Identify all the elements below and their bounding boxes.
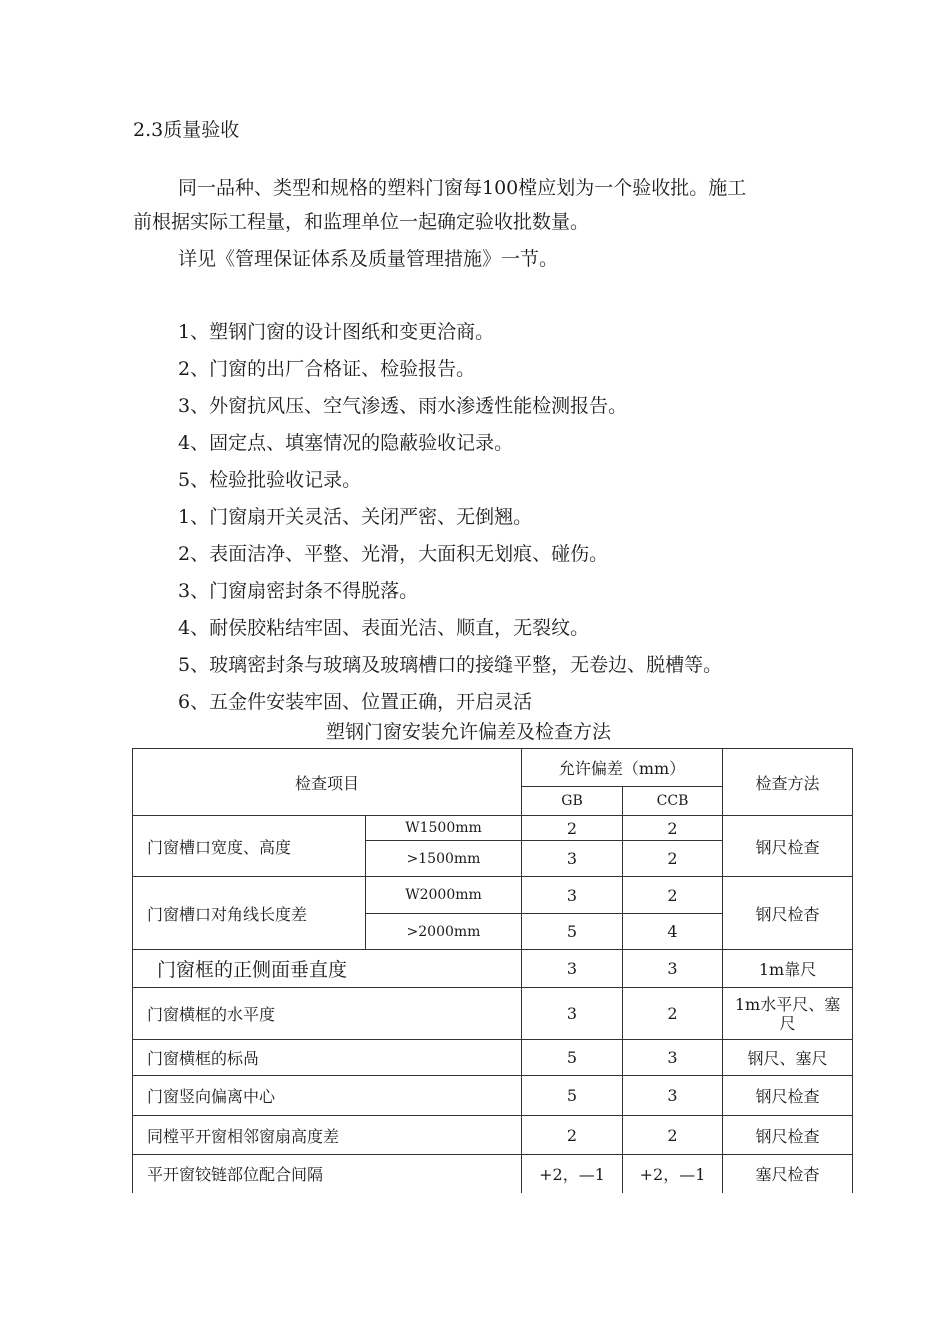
row-method: 钢尺、塞尺: [723, 1040, 853, 1076]
row-ccb: 3: [623, 1076, 723, 1116]
row-ccb: 3: [623, 950, 723, 988]
list-item: 6、五金件安装牢固、位置正确，开启灵活: [178, 691, 533, 713]
row-ccb: 2: [623, 816, 723, 841]
row-item: 门窗槽口对角线长度差: [133, 877, 366, 950]
row-gb: 3: [522, 988, 623, 1040]
row-item: 同樘平开窗相邻窗扇高度差: [133, 1116, 522, 1155]
table-row: [133, 988, 853, 1040]
row-gb: 5: [522, 914, 623, 950]
tolerance-table: [132, 748, 853, 1193]
list-item: 5、检验批验收记录。: [178, 469, 362, 491]
table-row: [133, 1076, 853, 1116]
header-ccb: CCB: [623, 787, 723, 816]
row-ccb: 4: [623, 914, 723, 950]
row-subitem: >2000mm: [366, 914, 522, 950]
header-tolerance: 允许偏差（mm）: [522, 749, 723, 787]
list-item: 2、门窗的出厂合格证、检验报告。: [178, 358, 476, 380]
header-method: 检查方法: [723, 749, 853, 816]
row-ccb: 2: [623, 841, 723, 877]
list-item: 1、塑钢门窗的设计图纸和变更洽商。: [178, 321, 495, 343]
table-row: [133, 1116, 853, 1155]
list-item: 5、玻璃密封条与玻璃及玻璃槽口的接缝平整，无卷边、脱槽等。: [178, 654, 723, 676]
section-heading: 2.3质量验收: [133, 119, 240, 141]
row-method: 1m水平尺、塞尺: [723, 988, 853, 1040]
table-row: [133, 950, 853, 988]
row-item: 门窗竖向偏离中心: [133, 1076, 522, 1116]
row-gb: 2: [522, 1116, 623, 1155]
header-gb: GB: [522, 787, 623, 816]
row-gb: 3: [522, 950, 623, 988]
row-method: 钢尺检查: [723, 816, 853, 877]
table-row: [133, 1155, 853, 1193]
row-ccb: 2: [623, 988, 723, 1040]
row-method: 钢尺检查: [723, 1116, 853, 1155]
table-row: [133, 816, 853, 841]
list-item: 2、表面洁净、平整、光滑，大面积无划痕、碰伤。: [178, 543, 609, 565]
row-item: 门窗横框的标咼: [133, 1040, 522, 1076]
row-gb: 5: [522, 1076, 623, 1116]
list-item: 3、门窗扇密封条不得脱落。: [178, 580, 419, 602]
row-subitem: W2000mm: [366, 877, 522, 914]
row-subitem: W1500mm: [366, 816, 522, 841]
row-item: 平开窗铰链部位配合间隔: [133, 1155, 522, 1193]
row-item: 门窗槽口宽度、高度: [133, 816, 366, 877]
row-ccb: +2，—1: [623, 1155, 723, 1193]
row-gb: 5: [522, 1040, 623, 1076]
row-ccb: 2: [623, 1116, 723, 1155]
list-item: 4、耐侯胶粘结牢固、表面光洁、顺直，无裂纹。: [178, 617, 590, 639]
paragraph-batch-line2: 前根据实际工程量，和监理单位一起确定验收批数量。: [133, 211, 590, 233]
table-caption: 塑钢门窗安装允许偏差及检查方法: [326, 721, 612, 743]
row-method: 塞尺检杳: [723, 1155, 853, 1193]
paragraph-reference: 详见《管理保证体系及质量管理措施》一节。: [178, 248, 559, 270]
row-item: 门窗横框的水平度: [133, 988, 522, 1040]
row-method: 1m靠尺: [723, 950, 853, 988]
row-method: 钢尺检查: [723, 1076, 853, 1116]
table-header-row: [133, 749, 853, 787]
list-item: 4、固定点、填塞情况的隐蔽验收记录。: [178, 432, 514, 454]
row-ccb: 3: [623, 1040, 723, 1076]
header-item: 检查项目: [133, 749, 522, 816]
row-subitem: >1500mm: [366, 841, 522, 877]
row-gb: 3: [522, 841, 623, 877]
row-ccb: 2: [623, 877, 723, 914]
paragraph-batch-line1: 同一品种、类型和规格的塑料门窗每100樘应划为一个验收批。施工: [178, 177, 747, 199]
row-gb: 2: [522, 816, 623, 841]
row-gb: 3: [522, 877, 623, 914]
row-method: 钢尺检杳: [723, 877, 853, 950]
row-gb: +2，—1: [522, 1155, 623, 1193]
table-row: [133, 1040, 853, 1076]
list-item: 1、门窗扇开关灵活、关闭严密、无倒翘。: [178, 506, 533, 528]
row-item: 门窗框的正侧面垂直度: [133, 950, 522, 988]
list-item: 3、外窗抗风压、空气渗透、雨水渗透性能检测报告。: [178, 395, 628, 417]
table-row: [133, 877, 853, 914]
